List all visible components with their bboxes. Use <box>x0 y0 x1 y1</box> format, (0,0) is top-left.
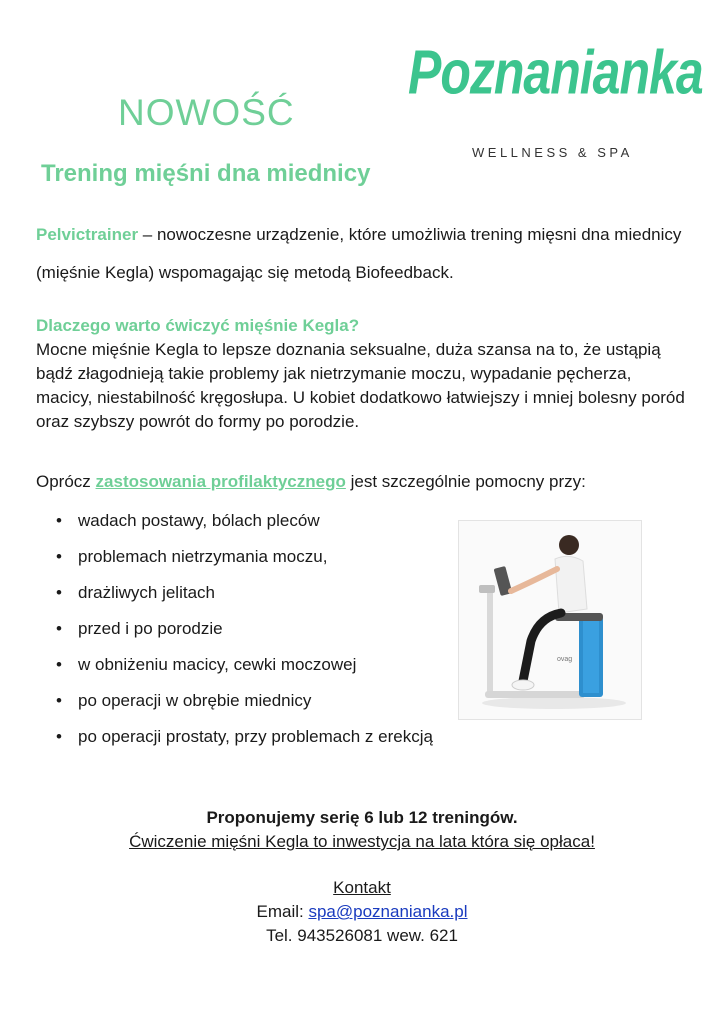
list-item: • problemach nietrzymania moczu, <box>56 541 433 577</box>
woman-shoe <box>512 680 534 690</box>
device-label: ovag <box>557 656 573 663</box>
uses-prefix: Oprócz <box>36 472 96 491</box>
why-heading: Dlaczego warto ćwiczyć mięśnie Kegla? <box>36 316 360 335</box>
list-item: • w obniżeniu macicy, cewki moczowej <box>56 649 433 685</box>
list-item: • drażliwych jelitach <box>56 577 433 613</box>
product-name: Pelvictrainer <box>36 225 139 244</box>
prophylactic-link[interactable]: zastosowania profilaktycznego <box>95 472 346 491</box>
floor-shadow <box>482 697 626 709</box>
woman-head <box>559 535 579 555</box>
page-subtitle: Trening mięśni dna miednicy <box>41 160 371 187</box>
woman-on-trainer-illustration <box>459 521 641 719</box>
trainer-base <box>485 691 585 698</box>
why-text: Mocne mięśnie Kegla to lepsze doznania seksualne, duża szansa na to, że ustąpią bądź złagodnieją takie problemy jak nietrzymanie moczu, wypadanie pęcherza, macicy, niestabilność kręgosłupa. U kobiet dodatkowo łatwiejszy i mniej bolesny poród oraz szybszy powrót do formy po porodzie. <box>36 340 685 431</box>
woman-leg <box>523 613 561 681</box>
intro-paragraph <box>36 216 686 292</box>
contact-heading: Kontakt <box>333 878 391 897</box>
poznanianka-logo <box>408 34 703 164</box>
trainer-handle <box>479 585 495 593</box>
email-row <box>0 902 724 922</box>
uses-intro <box>36 472 686 492</box>
why-section <box>36 314 686 434</box>
investment-text: Ćwiczenie mięśni Kegla to inwestycja na lata która się opłaca! <box>129 832 595 851</box>
trainer-blue-inner <box>583 621 599 693</box>
phone-number: Tel. 943526081 wew. 621 <box>266 926 458 945</box>
news-heading: NOWOŚĆ <box>118 92 295 133</box>
email-label: Email: <box>256 902 309 921</box>
logo-tagline: WELLNESS & SPA <box>472 145 633 160</box>
logo-name: Poznanianka <box>408 37 703 108</box>
list-item: • wadach postawy, bólach pleców <box>56 505 433 541</box>
woman-arm <box>511 569 557 591</box>
list-item: • przed i po porodzie <box>56 613 433 649</box>
list-item: • po operacji prostaty, przy problemach z erekcją <box>56 721 433 757</box>
woman-shirt <box>555 556 587 613</box>
pelvictrainer-photo <box>458 520 642 720</box>
uses-list <box>56 505 433 757</box>
trainer-front-post <box>487 591 493 695</box>
offer-text: Proponujemy serię 6 lub 12 treningów. <box>206 808 518 827</box>
uses-suffix: jest szczególnie pomocny przy: <box>345 472 586 491</box>
intro-text: – nowoczesne urządzenie, które umożliwia trening mięsni dna miednicy (mięśnie Kegla) wspomagając się metodą Biofeedback. <box>36 225 682 282</box>
list-item: • po operacji w obrębie miednicy <box>56 685 433 721</box>
email-link[interactable]: spa@poznanianka.pl <box>308 902 468 921</box>
